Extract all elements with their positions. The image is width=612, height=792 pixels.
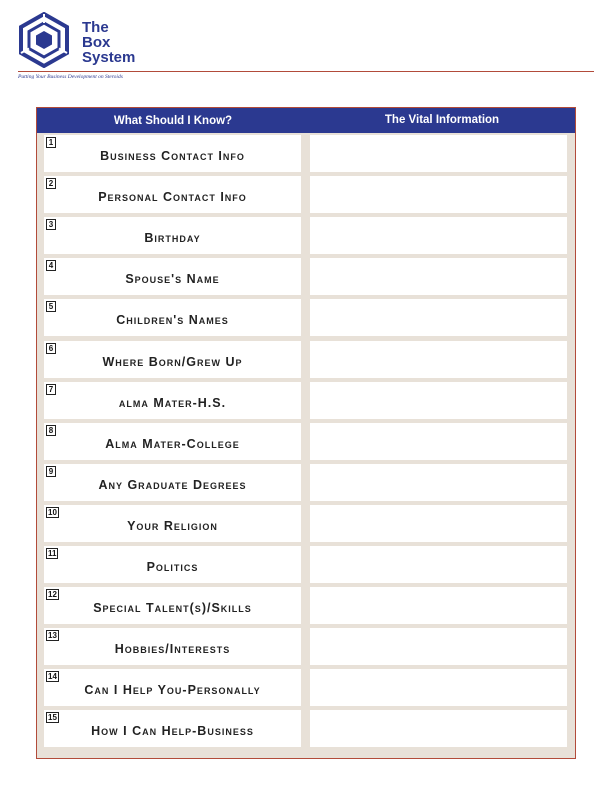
question-cell	[44, 341, 301, 378]
question-label: Special Talent(s)/Skills	[93, 601, 252, 616]
answer-field[interactable]	[310, 628, 567, 665]
form-row	[37, 176, 575, 213]
tagline: Putting Your Business Development on Steroids	[18, 74, 123, 80]
row-number-badge: 2	[46, 178, 56, 189]
question-label: Hobbies/Interests	[114, 642, 231, 657]
form-row	[37, 505, 575, 542]
row-number-badge: 11	[48, 549, 57, 558]
row-number-badge: 3	[46, 219, 56, 230]
form-row	[37, 423, 575, 460]
brand-line-1: The	[82, 19, 109, 36]
header-divider	[18, 71, 594, 72]
row-number-badge: 13	[48, 631, 57, 641]
form-row	[37, 710, 575, 747]
question-cell	[44, 299, 301, 336]
question-cell	[44, 628, 301, 665]
row-number-badge: 9	[46, 466, 56, 477]
row-number-badge: 6	[46, 343, 56, 354]
question-label: alma Mater-H.S.	[118, 395, 227, 410]
column-header-question: What Should I Know?	[113, 115, 233, 127]
brand-name	[82, 20, 135, 65]
question-cell	[44, 176, 301, 213]
answer-field[interactable]	[310, 669, 567, 706]
row-number-badge: 5	[46, 301, 56, 312]
question-label: Any Graduate Degrees	[98, 477, 247, 492]
question-cell	[44, 423, 301, 460]
form-row	[37, 669, 575, 706]
question-label: Can I Help You-Personally	[84, 683, 261, 698]
answer-field[interactable]	[310, 382, 567, 419]
question-cell	[44, 669, 301, 706]
form-row	[37, 464, 575, 501]
question-cell	[44, 217, 301, 254]
form-row	[37, 299, 575, 336]
form-row	[37, 258, 575, 295]
form-row	[37, 382, 575, 419]
question-label: Alma Mater-College	[105, 436, 240, 451]
answer-field[interactable]	[310, 505, 567, 542]
question-cell	[44, 505, 301, 542]
row-number-badge: 1	[46, 137, 56, 148]
row-number-badge: 10	[48, 507, 57, 517]
vital-info-form	[36, 107, 576, 759]
question-label: Birthday	[144, 231, 201, 246]
question-cell	[44, 382, 301, 419]
row-number-badge: 12	[48, 590, 57, 600]
question-cell	[44, 464, 301, 501]
row-number-badge: 15	[48, 713, 57, 723]
answer-field[interactable]	[310, 217, 567, 254]
form-row	[37, 546, 575, 583]
answer-field[interactable]	[310, 299, 567, 336]
page-header	[0, 0, 612, 90]
row-number-badge: 7	[46, 384, 56, 395]
question-label: Politics	[146, 560, 199, 574]
answer-field[interactable]	[310, 176, 567, 213]
answer-field[interactable]	[310, 135, 567, 172]
form-header	[37, 108, 575, 133]
form-row	[37, 217, 575, 254]
answer-field[interactable]	[310, 546, 567, 583]
answer-field[interactable]	[310, 710, 567, 747]
brand-line-3: System	[82, 49, 136, 66]
question-label: Personal Contact Info	[98, 190, 247, 205]
answer-field[interactable]	[310, 258, 567, 295]
brand-line-2: Box	[82, 34, 111, 51]
question-label: Business Contact Info	[100, 149, 245, 163]
question-label: How I Can Help-Business	[91, 724, 254, 739]
question-cell	[44, 258, 301, 295]
column-header-answer: The Vital Information	[384, 114, 500, 126]
question-cell	[44, 546, 301, 583]
question-label: Your Religion	[127, 518, 218, 533]
question-cell	[44, 587, 301, 624]
question-label: Children's Names	[116, 313, 229, 328]
question-label: Spouse's Name	[125, 272, 220, 287]
form-row	[37, 628, 575, 665]
form-row	[37, 341, 575, 378]
answer-field[interactable]	[310, 423, 567, 460]
form-row	[37, 587, 575, 624]
box-logo-icon	[18, 12, 70, 68]
row-number-badge: 8	[46, 425, 56, 436]
answer-field[interactable]	[310, 464, 567, 501]
answer-field[interactable]	[310, 587, 567, 624]
row-number-badge: 4	[46, 260, 56, 271]
question-cell	[44, 135, 301, 172]
answer-field[interactable]	[310, 341, 567, 378]
form-row	[37, 135, 575, 172]
question-label: Where Born/Grew Up	[102, 354, 243, 369]
question-cell	[44, 710, 301, 747]
row-number-badge: 14	[48, 672, 57, 682]
